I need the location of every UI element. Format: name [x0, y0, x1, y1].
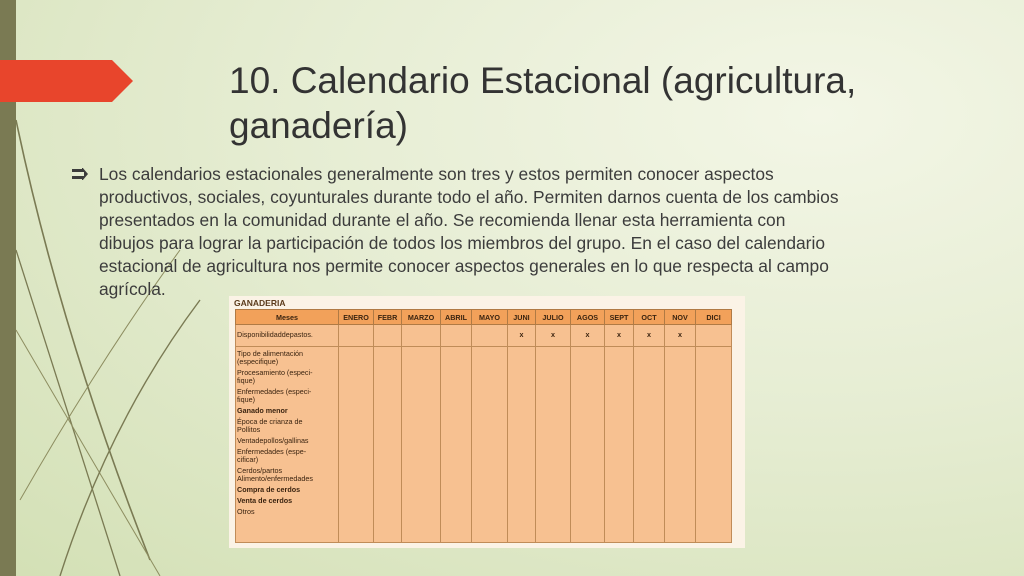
month-cell [339, 325, 374, 347]
table-row [236, 347, 732, 543]
row-label: Otros [237, 507, 255, 516]
month-cell [665, 347, 696, 543]
row-label: Enfermedades (espe- [237, 447, 307, 456]
header-cell: FEBR [374, 310, 402, 325]
header-cell: DICI [696, 310, 732, 325]
month-cell [472, 347, 508, 543]
header-cell: SEPT [605, 310, 634, 325]
title-arrow-icon [0, 60, 133, 102]
header-cell: Meses [236, 310, 339, 325]
header-cell: JULIO [536, 310, 571, 325]
row-label: Época de crianza de [237, 417, 303, 426]
header-cell: AGOS [571, 310, 605, 325]
month-cell [402, 325, 441, 347]
arrow-bullet-icon [72, 168, 88, 180]
row-label: Procesamiento (especi- [237, 368, 313, 377]
seasonal-calendar-grid [235, 309, 732, 543]
row-label: fique) [237, 395, 255, 404]
row-label: Ventadepollos/gallinas [237, 436, 309, 445]
month-cell: x [634, 325, 665, 347]
month-cell: x [571, 325, 605, 347]
month-cell [634, 347, 665, 543]
month-cell [374, 347, 402, 543]
header-cell: ABRIL [441, 310, 472, 325]
row-label: Compra de cerdos [237, 485, 301, 494]
row-label: Venta de cerdos [237, 496, 293, 505]
month-cell [339, 347, 374, 543]
slide-title: 10. Calendario Estacional (agricultura, ganadería) [229, 60, 857, 146]
row-label: Ganado menor [237, 406, 288, 415]
header-cell: MAYO [472, 310, 508, 325]
bullet-text: Los calendarios estacionales generalmente son tres y estos permiten conocer aspectos productivos, sociales, coyunturales durante todo el año. Permiten darnos cuenta de los cambios presentados en la comunidad durante el año. Se recomienda llenar esta herramienta con dibujos para lograr la participación de todos los miembros del grupo. En el caso del calendario estacional de agricultura nos permite conocer aspectos generales en lo que respecta al campo agrícola. [99, 164, 839, 299]
header-row [236, 310, 732, 325]
month-cell [374, 325, 402, 347]
month-cell [441, 347, 472, 543]
header-cell: OCT [634, 310, 665, 325]
month-cell: x [536, 325, 571, 347]
row-label: Cerdos/partos [237, 466, 283, 475]
header-cell: NOV [665, 310, 696, 325]
row-label: Enfermedades (especi- [237, 387, 312, 396]
month-cell [472, 325, 508, 347]
row-label: Disponibilidaddepastos. [236, 325, 339, 347]
month-cell [696, 325, 732, 347]
header-cell: ENERO [339, 310, 374, 325]
month-cell [696, 347, 732, 543]
row-label: cificar) [237, 455, 259, 464]
row-label: Pollitos [237, 425, 261, 434]
row-label: Alimento/enfermedades [237, 474, 313, 483]
table-section-title: GANADERIA [234, 298, 286, 308]
table-row [236, 325, 732, 347]
header-cell: MARZO [402, 310, 441, 325]
month-cell [605, 347, 634, 543]
livestock-calendar-table [229, 296, 745, 548]
row-label: (especifique) [237, 357, 279, 366]
month-cell: x [665, 325, 696, 347]
month-cell [571, 347, 605, 543]
row-labels-cell [236, 347, 339, 543]
row-label: Tipo de alimentación [237, 349, 304, 358]
month-cell [402, 347, 441, 543]
month-cell [441, 325, 472, 347]
month-cell [508, 347, 536, 543]
month-cell: x [508, 325, 536, 347]
month-cell: x [605, 325, 634, 347]
row-label: fique) [237, 376, 255, 385]
header-cell: JUNI [508, 310, 536, 325]
month-cell [536, 347, 571, 543]
